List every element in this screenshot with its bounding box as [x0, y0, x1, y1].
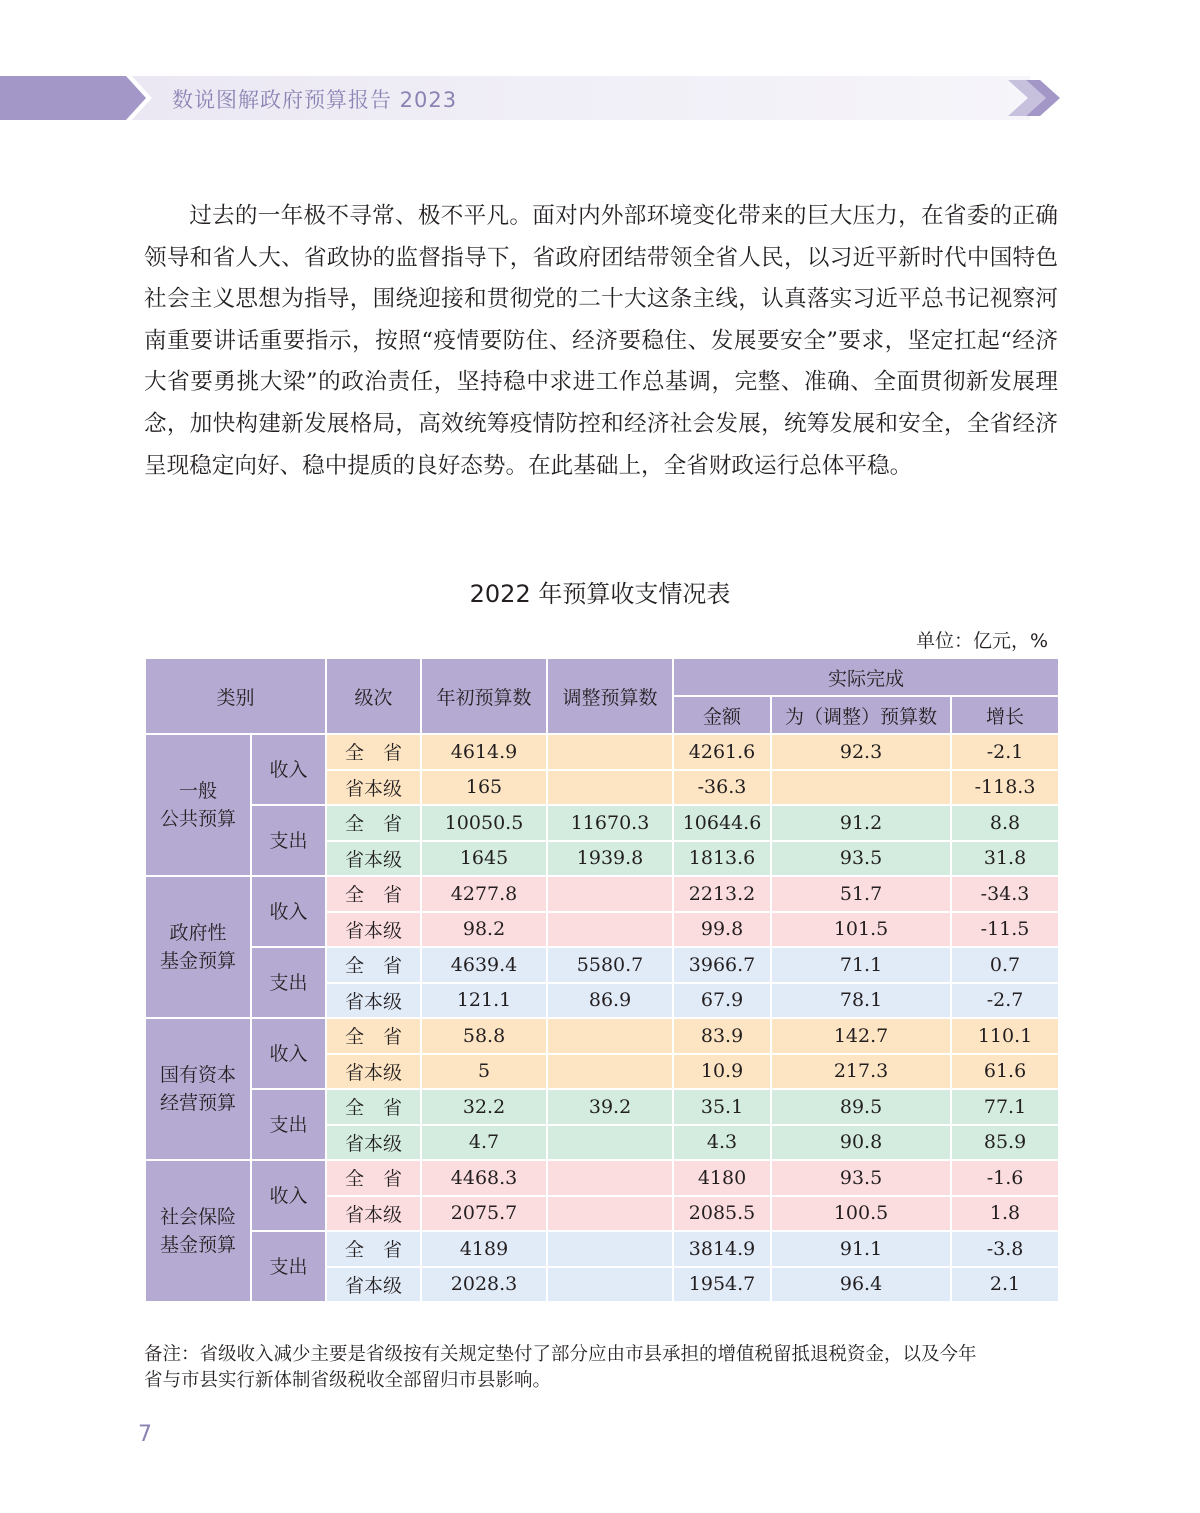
amount-cell: 2213.2: [673, 876, 771, 912]
table-row: [145, 1089, 1059, 1125]
category-cell: 社会保险 基金预算: [145, 1160, 251, 1302]
adjusted-budget-cell: [547, 1054, 673, 1090]
level-cell: 省本级: [326, 1125, 421, 1161]
unit-label: 单位：亿元，%: [915, 630, 1048, 652]
pct-cell: 142.7: [771, 1018, 951, 1054]
budget-table: [144, 657, 1060, 1303]
header-actual: 实际完成: [673, 658, 1059, 696]
growth-cell: 110.1: [951, 1018, 1059, 1054]
adjusted-budget-cell: [547, 1267, 673, 1303]
direction-cell: 收入: [251, 1018, 326, 1089]
header-growth: 增长: [951, 696, 1059, 734]
direction-cell: 支出: [251, 1089, 326, 1160]
level-cell: 省本级: [326, 841, 421, 877]
pct-cell: [771, 770, 951, 806]
amount-cell: 35.1: [673, 1089, 771, 1125]
amount-cell: 4.3: [673, 1125, 771, 1161]
adjusted-budget-cell: [547, 876, 673, 912]
table-row: [145, 876, 1059, 912]
growth-cell: -34.3: [951, 876, 1059, 912]
initial-budget-cell: 121.1: [421, 983, 547, 1019]
header-adjusted-budget: 调整预算数: [547, 658, 673, 734]
amount-cell: 67.9: [673, 983, 771, 1019]
pct-cell: 92.3: [771, 734, 951, 770]
pct-cell: 89.5: [771, 1089, 951, 1125]
page-header: [0, 70, 1200, 126]
growth-cell: 1.8: [951, 1196, 1059, 1232]
initial-budget-cell: 10050.5: [421, 805, 547, 841]
level-cell: 全 省: [326, 876, 421, 912]
header-level: 级次: [326, 658, 421, 734]
direction-cell: 支出: [251, 1231, 326, 1302]
initial-budget-cell: 165: [421, 770, 547, 806]
amount-cell: 4261.6: [673, 734, 771, 770]
growth-cell: 8.8: [951, 805, 1059, 841]
category-cell: 政府性 基金预算: [145, 876, 251, 1018]
pct-cell: 100.5: [771, 1196, 951, 1232]
level-cell: 全 省: [326, 1089, 421, 1125]
amount-cell: 2085.5: [673, 1196, 771, 1232]
level-cell: 全 省: [326, 734, 421, 770]
header-amount: 金额: [673, 696, 771, 734]
amount-cell: 10.9: [673, 1054, 771, 1090]
growth-cell: 85.9: [951, 1125, 1059, 1161]
category-cell: 国有资本 经营预算: [145, 1018, 251, 1160]
direction-cell: 收入: [251, 734, 326, 805]
amount-cell: 83.9: [673, 1018, 771, 1054]
growth-cell: 77.1: [951, 1089, 1059, 1125]
adjusted-budget-cell: [547, 1160, 673, 1196]
initial-budget-cell: 98.2: [421, 912, 547, 948]
pct-cell: 78.1: [771, 983, 951, 1019]
pct-cell: 91.2: [771, 805, 951, 841]
initial-budget-cell: 5: [421, 1054, 547, 1090]
growth-cell: 0.7: [951, 947, 1059, 983]
header-initial-budget: 年初预算数: [421, 658, 547, 734]
initial-budget-cell: 2075.7: [421, 1196, 547, 1232]
pct-cell: 51.7: [771, 876, 951, 912]
initial-budget-cell: 4614.9: [421, 734, 547, 770]
level-cell: 全 省: [326, 1018, 421, 1054]
adjusted-budget-cell: 5580.7: [547, 947, 673, 983]
table-footnote: 备注：省级收入减少主要是省级按有关规定垫付了部分应由市县承担的增值税留抵退税资金，以及今年 省与市县实行新体制省级税收全部留归市县影响。: [144, 1344, 977, 1391]
initial-budget-cell: 4.7: [421, 1125, 547, 1161]
direction-cell: 收入: [251, 1160, 326, 1231]
adjusted-budget-cell: [547, 1018, 673, 1054]
initial-budget-cell: 32.2: [421, 1089, 547, 1125]
growth-cell: -3.8: [951, 1231, 1059, 1267]
growth-cell: -1.6: [951, 1160, 1059, 1196]
direction-cell: 支出: [251, 947, 326, 1018]
direction-cell: 收入: [251, 876, 326, 947]
level-cell: 全 省: [326, 1231, 421, 1267]
initial-budget-cell: 58.8: [421, 1018, 547, 1054]
pct-cell: 217.3: [771, 1054, 951, 1090]
adjusted-budget-cell: [547, 770, 673, 806]
table-row: [145, 734, 1059, 770]
table-row: [145, 1160, 1059, 1196]
pct-cell: 91.1: [771, 1231, 951, 1267]
level-cell: 全 省: [326, 947, 421, 983]
category-cell: 一般 公共预算: [145, 734, 251, 876]
amount-cell: 4180: [673, 1160, 771, 1196]
adjusted-budget-cell: [547, 1196, 673, 1232]
level-cell: 省本级: [326, 983, 421, 1019]
table-header-row: [145, 658, 1059, 696]
adjusted-budget-cell: 86.9: [547, 983, 673, 1019]
growth-cell: 2.1: [951, 1267, 1059, 1303]
header-category: 类别: [145, 658, 326, 734]
adjusted-budget-cell: 39.2: [547, 1089, 673, 1125]
direction-cell: 支出: [251, 805, 326, 876]
initial-budget-cell: 2028.3: [421, 1267, 547, 1303]
adjusted-budget-cell: [547, 912, 673, 948]
initial-budget-cell: 4639.4: [421, 947, 547, 983]
header-title: 数说图解政府预算报告 2023: [172, 88, 458, 112]
table-row: [145, 805, 1059, 841]
pct-cell: 93.5: [771, 1160, 951, 1196]
adjusted-budget-cell: [547, 734, 673, 770]
table-row: [145, 947, 1059, 983]
pct-cell: 90.8: [771, 1125, 951, 1161]
amount-cell: 99.8: [673, 912, 771, 948]
level-cell: 省本级: [326, 1054, 421, 1090]
growth-cell: -2.1: [951, 734, 1059, 770]
body-paragraph: 过去的一年极不寻常、极不平凡。面对内外部环境变化带来的巨大压力，在省委的正确领导和省人大、省政协的监督指导下，省政府团结带领全省人民，以习近平新时代中国特色社会主义思想为指导，围绕迎接和贯彻党的二十大这条主线，认真落实习近平总书记视察河南重要讲话重要指示，按照“疫情要防住、经济要稳住、发展要安全”要求，坚定扛起“经济大省要勇挑大梁”的政治责任，坚持稳中求进工作总基调，完整、准确、全面贯彻新发展理念，加快构建新发展格局，高效统筹疫情防控和经济社会发展，统筹发展和安全，全省经济呈现稳定向好、稳中提质的良好态势。在此基础上，全省财政运行总体平稳。: [144, 203, 1058, 479]
adjusted-budget-cell: 1939.8: [547, 841, 673, 877]
adjusted-budget-cell: [547, 1125, 673, 1161]
amount-cell: 3814.9: [673, 1231, 771, 1267]
table-title: 2022 年预算收支情况表: [469, 580, 731, 608]
table-row: [145, 1231, 1059, 1267]
level-cell: 省本级: [326, 770, 421, 806]
initial-budget-cell: 4189: [421, 1231, 547, 1267]
growth-cell: 61.6: [951, 1054, 1059, 1090]
header-pct-of-budget: 为（调整）预算数: [771, 696, 951, 734]
amount-cell: 3966.7: [673, 947, 771, 983]
growth-cell: -118.3: [951, 770, 1059, 806]
initial-budget-cell: 1645: [421, 841, 547, 877]
pct-cell: 101.5: [771, 912, 951, 948]
initial-budget-cell: 4277.8: [421, 876, 547, 912]
growth-cell: -11.5: [951, 912, 1059, 948]
amount-cell: 1954.7: [673, 1267, 771, 1303]
level-cell: 全 省: [326, 805, 421, 841]
pct-cell: 93.5: [771, 841, 951, 877]
pct-cell: 96.4: [771, 1267, 951, 1303]
adjusted-budget-cell: [547, 1231, 673, 1267]
amount-cell: -36.3: [673, 770, 771, 806]
level-cell: 全 省: [326, 1160, 421, 1196]
amount-cell: 1813.6: [673, 841, 771, 877]
growth-cell: -2.7: [951, 983, 1059, 1019]
amount-cell: 10644.6: [673, 805, 771, 841]
pct-cell: 71.1: [771, 947, 951, 983]
level-cell: 省本级: [326, 1267, 421, 1303]
page-number: 7: [138, 1422, 152, 1447]
initial-budget-cell: 4468.3: [421, 1160, 547, 1196]
level-cell: 省本级: [326, 1196, 421, 1232]
level-cell: 省本级: [326, 912, 421, 948]
adjusted-budget-cell: 11670.3: [547, 805, 673, 841]
growth-cell: 31.8: [951, 841, 1059, 877]
table-row: [145, 1018, 1059, 1054]
